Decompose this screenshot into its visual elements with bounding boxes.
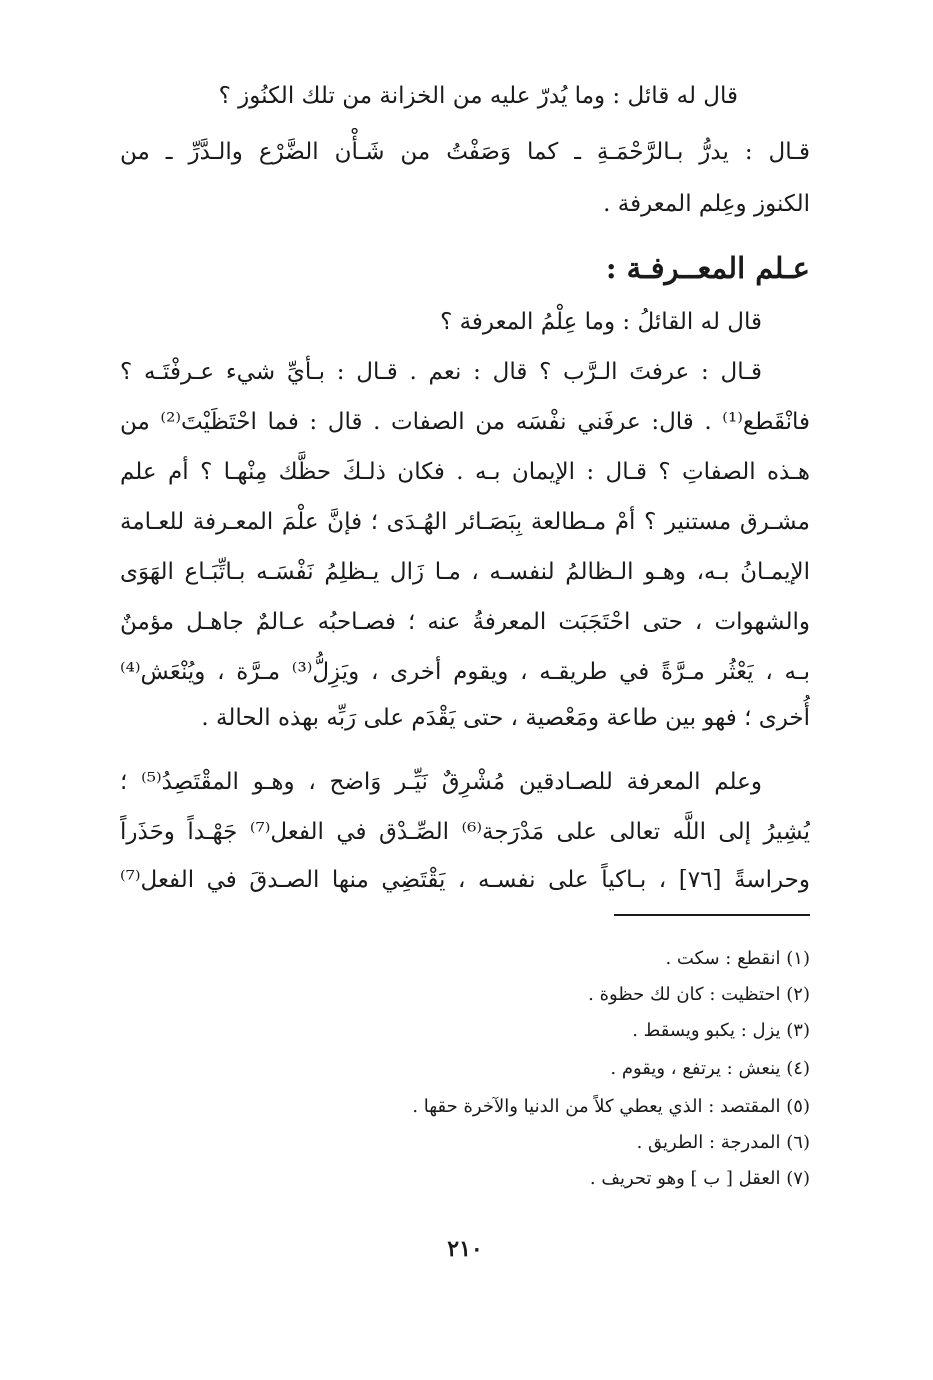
text-line: فانْقَطع⁽¹⁾ . قال: عرفَني نفْسَه من الصفات . قال : فما احْتَظَيْتَ⁽²⁾ من [120,409,810,435]
text-line: الإيمـانُ بـه، وهـو الـظالمُ لنفسـه ، مـا زَال يـظلِمُ نَفْسَـه بـاتِّبَـاع الهَوَى [120,559,810,585]
text-line: أُخرى ؛ فهو بين طاعة ومَعْصية ، حتى يَقْدَم على رَبِّه بهذه الحالة . [201,705,810,731]
text-line: هـذه الصفاتِ ؟ قـال : الإيمان بـه . فكان ذلـكَ حظَّك مِنْهـا ؟ أم علم [120,459,810,485]
section-heading: عـلم المعــرفـة : [605,251,810,285]
page-number: ٢١٠ [447,1236,483,1262]
footnote-item: (٧) العقل [ ب ] وهو تحريف . [589,1168,810,1189]
footnote-divider [614,914,810,916]
text-line: وعلم المعرفة للصـادقين مُشْرِقٌ نَيِّـر وَاضح ، وهـو المقْتَصِدُ⁽⁵⁾ ؛ [120,769,762,795]
text-line: قـال : عرفتَ الـرَّب ؟ قال : نعم . قـال : بـأيِّ شيء عـرفْتَـه ؟ [120,359,762,385]
text-line: قال له قائل : وما يُدرّ عليه من الخزانة من تلك الكنُوز ؟ [218,83,738,109]
text-line: بـه ، يَعْثُر مـرَّةً في طريقـه ، ويقوم أخرى ، ويَزِلُّ⁽³⁾ مـرَّة ، ويُنْعَش⁽⁴⁾ [120,659,810,685]
footnote-item: (٢) احتظيت : كان لك حظوة . [588,984,810,1005]
footnote-item: (٥) المقتصد : الذي يعطي كلاً من الدنيا والآخرة حقها . [412,1096,810,1117]
text-line: الكنوز وعِلم المعرفة . [603,191,810,217]
text-line: مشـرق مستنير ؟ أمْ مـطالعة بِبَصَـائر الهُـدَى ؛ فإنَّ علْمَ المعـرفة للعـامة [120,509,810,535]
footnote-item: (٣) يزل : يكبو ويسقط . [632,1020,810,1041]
book-page [120,72,810,1322]
footnote-item: (١) انقطع : سكت . [665,948,810,969]
text-line: قـال : يدرُّ بـالرَّحْمَـةِ ـ كما وَصَفْتُ من شَـأْن الضَّرْع والـدَّرِّ ـ من [120,139,810,165]
footnote-item: (٦) المدرجة : الطريق . [636,1132,810,1153]
text-line: يُشِيرُ إلى اللَّه تعالى على مَدْرَجة⁽⁶⁾ الصِّـدْق في الفعل⁽⁷⁾ جَهْـداً وحَذَراً [120,819,810,845]
text-line: وحراسةً [٧٦] ، بـاكياً على نفسـه ، يَقْتَضِي منها الصـدقَ في الفعل⁽⁷⁾ [120,867,810,893]
text-line: والشهوات ، حتى احْتَجَبَت المعرفةُ عنه ؛ فصـاحبُه عـالمٌ جاهـل مؤمنٌ [120,609,810,635]
footnote-item: (٤) ينعش : يرتفع ، ويقوم . [610,1058,810,1079]
text-line: قال له القائلُ : وما عِلْمُ المعرفة ؟ [440,309,762,335]
